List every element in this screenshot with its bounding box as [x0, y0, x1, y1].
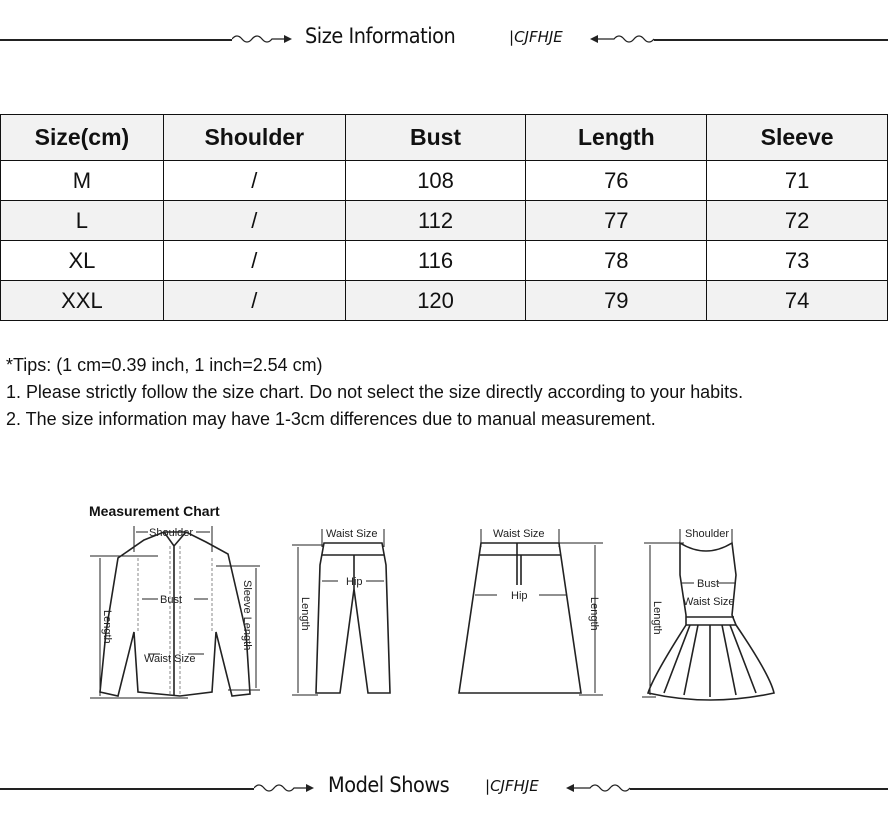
dress-icon	[640, 525, 780, 700]
dress-diagram	[640, 525, 780, 705]
table-cell: 71	[707, 161, 888, 201]
column-header: Size(cm)	[1, 115, 164, 161]
shirt-diagram	[88, 522, 268, 705]
table-cell: 77	[526, 201, 707, 241]
skirt-icon	[455, 525, 605, 697]
banner-brand: |CJFHJE	[509, 28, 563, 46]
table-cell: 74	[707, 281, 888, 321]
table-cell: 76	[526, 161, 707, 201]
column-header: Sleeve	[707, 115, 888, 161]
table-cell: 108	[345, 161, 526, 201]
brand-name: CJFHJE	[514, 28, 563, 46]
length-label: Length	[588, 597, 600, 631]
table-cell: L	[1, 201, 164, 241]
banner-title: Model Shows	[328, 773, 450, 797]
column-header: Shoulder	[163, 115, 345, 161]
note-line-2: 2. The size information may have 1-3cm differences due to manual measurement.	[6, 408, 656, 429]
banner-title: Size Information	[305, 24, 456, 48]
table-row	[1, 281, 888, 321]
waist-label: Waist Size	[683, 596, 735, 608]
wave-arrow-right-icon	[232, 31, 296, 47]
bust-label: Bust	[697, 578, 720, 590]
table-cell: 78	[526, 241, 707, 281]
divider-line-left	[0, 788, 254, 790]
table-cell: /	[163, 241, 345, 281]
table-cell: M	[1, 161, 164, 201]
table-row	[1, 201, 888, 241]
waist-label: Waist Size	[493, 528, 545, 540]
banner-brand: |CJFHJE	[485, 777, 539, 795]
column-header: Length	[526, 115, 707, 161]
length-label: Length	[651, 601, 663, 635]
table-row	[1, 241, 888, 281]
brand-name: CJFHJE	[490, 777, 539, 795]
bust-label: Bust	[160, 594, 183, 606]
table-cell: 116	[345, 241, 526, 281]
divider-line-left	[0, 39, 232, 41]
table-cell: 79	[526, 281, 707, 321]
size-information-banner	[0, 24, 888, 54]
table-cell: XXL	[1, 281, 164, 321]
wave-arrow-left-icon	[566, 780, 630, 796]
table-cell: 120	[345, 281, 526, 321]
wave-arrow-right-icon	[254, 780, 318, 796]
table-cell: /	[163, 161, 345, 201]
shoulder-label: Shoulder	[685, 528, 730, 540]
waist-label: Waist Size	[326, 528, 378, 540]
divider-line-right	[630, 788, 888, 790]
skirt-diagram	[455, 525, 605, 702]
length-label: Length	[101, 610, 113, 644]
length-label: Length	[299, 597, 311, 631]
table-cell: /	[163, 281, 345, 321]
wave-arrow-left-icon	[590, 31, 654, 47]
table-header-row	[1, 115, 888, 161]
tips-line: *Tips: (1 cm=0.39 inch, 1 inch=2.54 cm)	[6, 354, 323, 375]
hip-label: Hip	[346, 576, 363, 588]
shoulder-label: Shoulder	[149, 527, 194, 539]
divider-line-right	[654, 39, 888, 41]
hip-label: Hip	[511, 590, 528, 602]
shirt-icon	[88, 522, 268, 700]
size-notes	[6, 351, 743, 432]
column-header: Bust	[345, 115, 526, 161]
pants-diagram	[290, 525, 400, 702]
table-row	[1, 161, 888, 201]
table-cell: /	[163, 201, 345, 241]
table-cell: 112	[345, 201, 526, 241]
pants-icon	[290, 525, 400, 697]
measurement-chart-title: Measurement Chart	[89, 503, 220, 519]
table-cell: 72	[707, 201, 888, 241]
note-line-1: 1. Please strictly follow the size chart. Do not select the size directly according to your habits.	[6, 381, 744, 402]
waist-label: Waist Size	[144, 653, 196, 665]
table-cell: 73	[707, 241, 888, 281]
size-table	[0, 114, 888, 321]
sleeve-length-label: Sleeve Length	[241, 580, 253, 651]
table-cell: XL	[1, 241, 164, 281]
model-shows-banner	[0, 773, 888, 803]
